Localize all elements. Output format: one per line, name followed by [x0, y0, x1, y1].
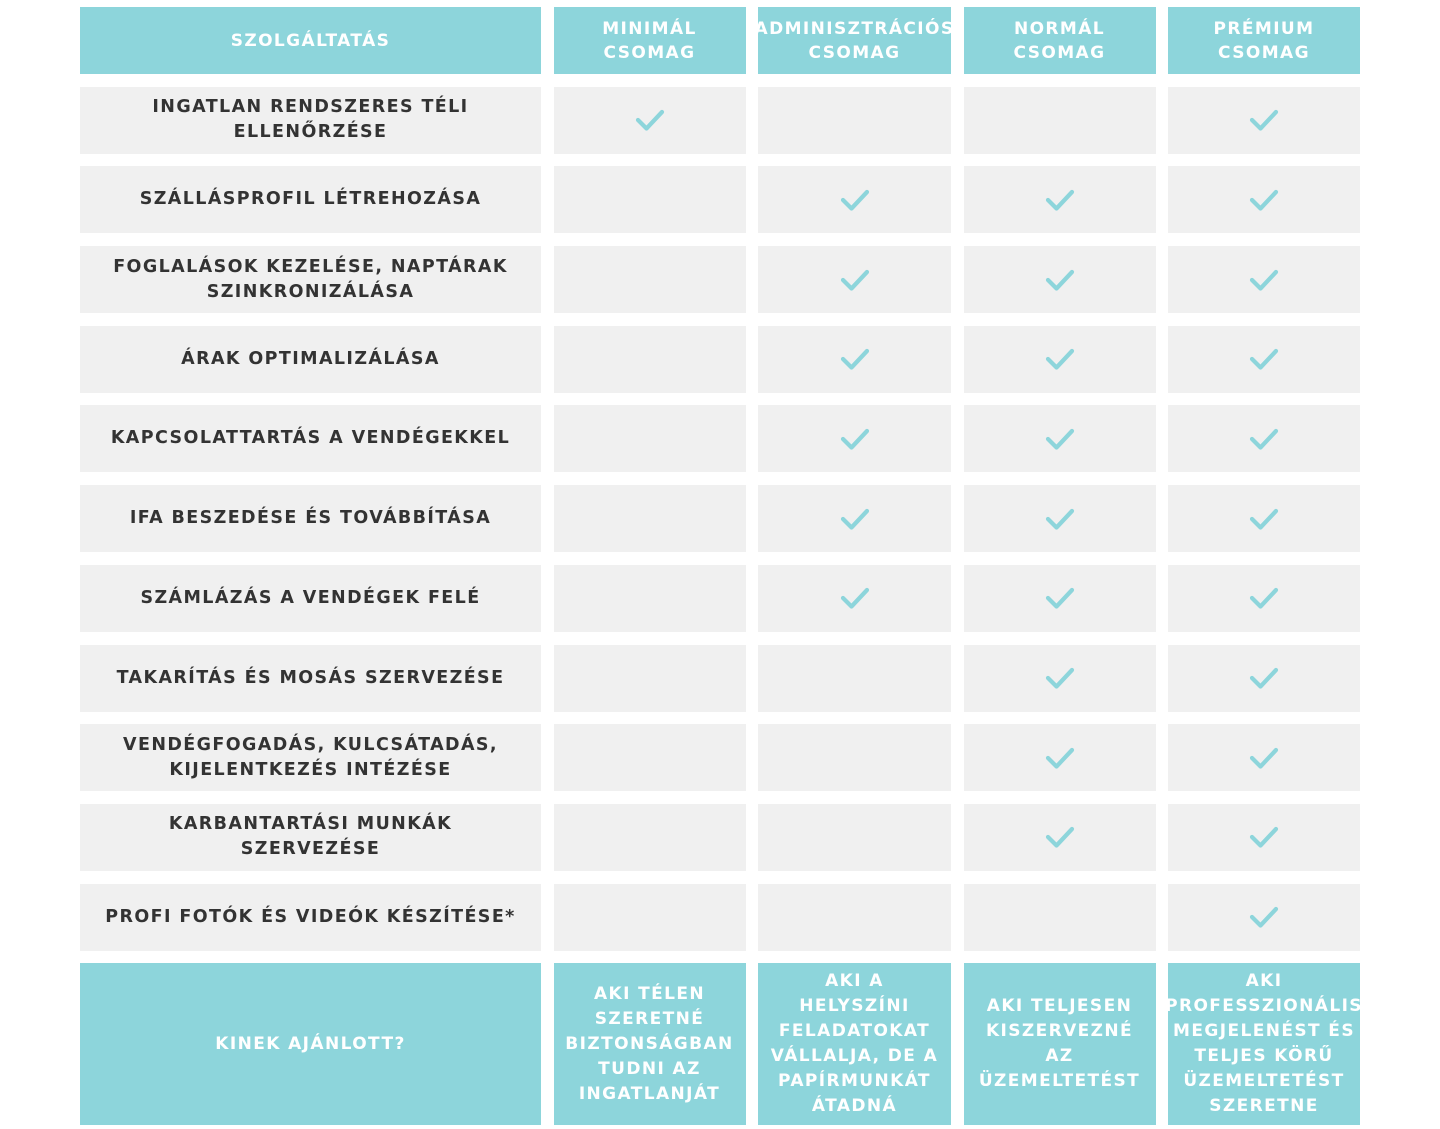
check-icon	[1249, 746, 1279, 770]
check-icon	[840, 507, 870, 531]
check-cell	[758, 724, 951, 791]
check-cell	[1168, 246, 1360, 313]
check-icon	[1249, 825, 1279, 849]
check-icon	[1249, 905, 1279, 929]
service-label: FOGLALÁSOK KEZELÉSE, NAPTÁRAK SZINKRONIZÁLÁSA	[80, 246, 541, 313]
check-cell	[758, 645, 951, 712]
check-icon	[840, 427, 870, 451]
check-cell	[1168, 485, 1360, 552]
check-cell	[1168, 166, 1360, 233]
check-cell	[964, 87, 1156, 154]
check-icon	[1249, 188, 1279, 212]
check-cell	[758, 884, 951, 951]
check-cell	[758, 804, 951, 871]
check-icon	[1045, 825, 1075, 849]
check-cell	[964, 884, 1156, 951]
check-cell	[554, 485, 746, 552]
check-icon	[1249, 347, 1279, 371]
recommendation-admin: AKI A HELYSZÍNI FELADATOKAT VÁLLALJA, DE A PAPÍRMUNKÁT ÁTADNÁ	[758, 963, 951, 1125]
check-cell	[1168, 884, 1360, 951]
check-cell	[1168, 87, 1360, 154]
check-cell	[964, 724, 1156, 791]
check-cell	[758, 87, 951, 154]
check-icon	[1045, 347, 1075, 371]
check-cell	[964, 326, 1156, 393]
check-cell	[554, 405, 746, 472]
check-cell	[964, 166, 1156, 233]
check-icon	[1249, 268, 1279, 292]
check-icon	[840, 188, 870, 212]
service-label: INGATLAN RENDSZERES TÉLI ELLENŐRZÉSE	[80, 87, 541, 154]
service-label: KARBANTARTÁSI MUNKÁK SZERVEZÉSE	[80, 804, 541, 871]
service-label: TAKARÍTÁS ÉS MOSÁS SZERVEZÉSE	[80, 645, 541, 712]
check-cell	[758, 166, 951, 233]
header-package-normal: NORMÁL CSOMAG	[964, 7, 1156, 74]
footer-label: KINEK AJÁNLOTT?	[80, 963, 541, 1125]
check-icon	[1045, 188, 1075, 212]
check-icon	[1045, 427, 1075, 451]
check-cell	[554, 884, 746, 951]
header-package-minimal: MINIMÁL CSOMAG	[554, 7, 746, 74]
check-icon	[1249, 666, 1279, 690]
check-cell	[758, 565, 951, 632]
check-cell	[1168, 405, 1360, 472]
check-cell	[1168, 724, 1360, 791]
header-package-admin: ADMINISZTRÁCIÓS CSOMAG	[758, 7, 951, 74]
check-cell	[964, 485, 1156, 552]
check-cell	[554, 246, 746, 313]
check-cell	[554, 724, 746, 791]
check-icon	[840, 586, 870, 610]
check-cell	[758, 405, 951, 472]
check-icon	[1045, 746, 1075, 770]
recommendation-normal: AKI TELJESEN KISZERVEZNÉ AZ ÜZEMELTETÉST	[964, 963, 1156, 1125]
check-cell	[554, 645, 746, 712]
service-label: SZÁLLÁSPROFIL LÉTREHOZÁSA	[80, 166, 541, 233]
check-icon	[1249, 108, 1279, 132]
check-cell	[758, 485, 951, 552]
check-cell	[554, 804, 746, 871]
check-cell	[758, 326, 951, 393]
check-cell	[1168, 645, 1360, 712]
service-comparison-table	[80, 7, 1363, 1125]
check-icon	[1045, 268, 1075, 292]
check-cell	[1168, 565, 1360, 632]
service-label: KAPCSOLATTARTÁS A VENDÉGEKKEL	[80, 405, 541, 472]
check-cell	[964, 645, 1156, 712]
recommendation-minimal: AKI TÉLEN SZERETNÉ BIZTONSÁGBAN TUDNI AZ INGATLANJÁT	[554, 963, 746, 1125]
check-cell	[554, 166, 746, 233]
header-service: SZOLGÁLTATÁS	[80, 7, 541, 74]
check-icon	[1045, 666, 1075, 690]
check-cell	[964, 246, 1156, 313]
check-icon	[1249, 427, 1279, 451]
check-cell	[554, 326, 746, 393]
service-label: IFA BESZEDÉSE ÉS TOVÁBBÍTÁSA	[80, 485, 541, 552]
check-cell	[1168, 326, 1360, 393]
service-label: PROFI FOTÓK ÉS VIDEÓK KÉSZÍTÉSE*	[80, 884, 541, 951]
check-cell	[1168, 804, 1360, 871]
check-icon	[840, 347, 870, 371]
check-cell	[554, 565, 746, 632]
check-cell	[964, 405, 1156, 472]
service-label: SZÁMLÁZÁS A VENDÉGEK FELÉ	[80, 565, 541, 632]
service-label: ÁRAK OPTIMALIZÁLÁSA	[80, 326, 541, 393]
check-icon	[1249, 586, 1279, 610]
recommendation-premium: AKI PROFESSZIONÁLIS MEGJELENÉST ÉS TELJES KÖRŰ ÜZEMELTETÉST SZERETNE	[1168, 963, 1360, 1125]
check-cell	[964, 565, 1156, 632]
check-icon	[1249, 507, 1279, 531]
check-cell	[964, 804, 1156, 871]
check-icon	[840, 268, 870, 292]
check-icon	[1045, 586, 1075, 610]
check-icon	[635, 108, 665, 132]
check-icon	[1045, 507, 1075, 531]
service-label: VENDÉGFOGADÁS, KULCSÁTADÁS, KIJELENTKEZÉS INTÉZÉSE	[80, 724, 541, 791]
check-cell	[554, 87, 746, 154]
check-cell	[758, 246, 951, 313]
header-package-premium: PRÉMIUM CSOMAG	[1168, 7, 1360, 74]
